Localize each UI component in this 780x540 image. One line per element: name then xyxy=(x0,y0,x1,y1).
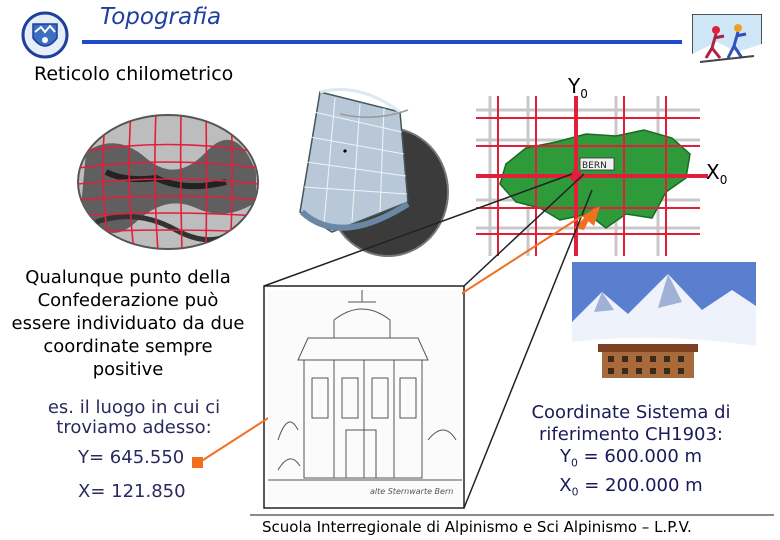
reference-x0-value: $X_0 = 200.000$ m xyxy=(559,474,703,499)
footer-divider xyxy=(250,514,774,516)
current-x-coordinate: X= 121.850 xyxy=(78,481,186,502)
bern-label: BERN xyxy=(582,161,607,171)
page-title: Topografia xyxy=(100,4,222,30)
sketch-caption: alte Sternwarte Bern xyxy=(370,487,454,496)
example-text: es. il luogo in cui ci troviamo adesso: xyxy=(47,397,221,438)
y0-axis-label: $Y_0$ xyxy=(568,74,588,101)
explanation-paragraph: Qualunque punto della Confederazione può essere individuato da due coordinate sempre positive xyxy=(11,267,245,380)
page-subtitle: Reticolo chilometrico xyxy=(34,63,234,85)
observatory-sketch xyxy=(268,290,462,504)
reference-y0-value: $Y_0 = 600.000$ m xyxy=(559,446,703,470)
footer-text: Scuola Interregionale di Alpinismo e Sci Alpinismo – L.P.V. xyxy=(262,518,692,536)
mountain-hotel-photo xyxy=(572,262,756,388)
x0-axis-label: $X_0$ xyxy=(706,160,728,187)
location-marker-square xyxy=(192,457,203,468)
reference-system-block xyxy=(506,402,756,503)
current-y-coordinate: Y= 645.550 xyxy=(78,447,185,468)
reference-system-title: Coordinate Sistema di riferimento CH1903: xyxy=(531,402,731,445)
